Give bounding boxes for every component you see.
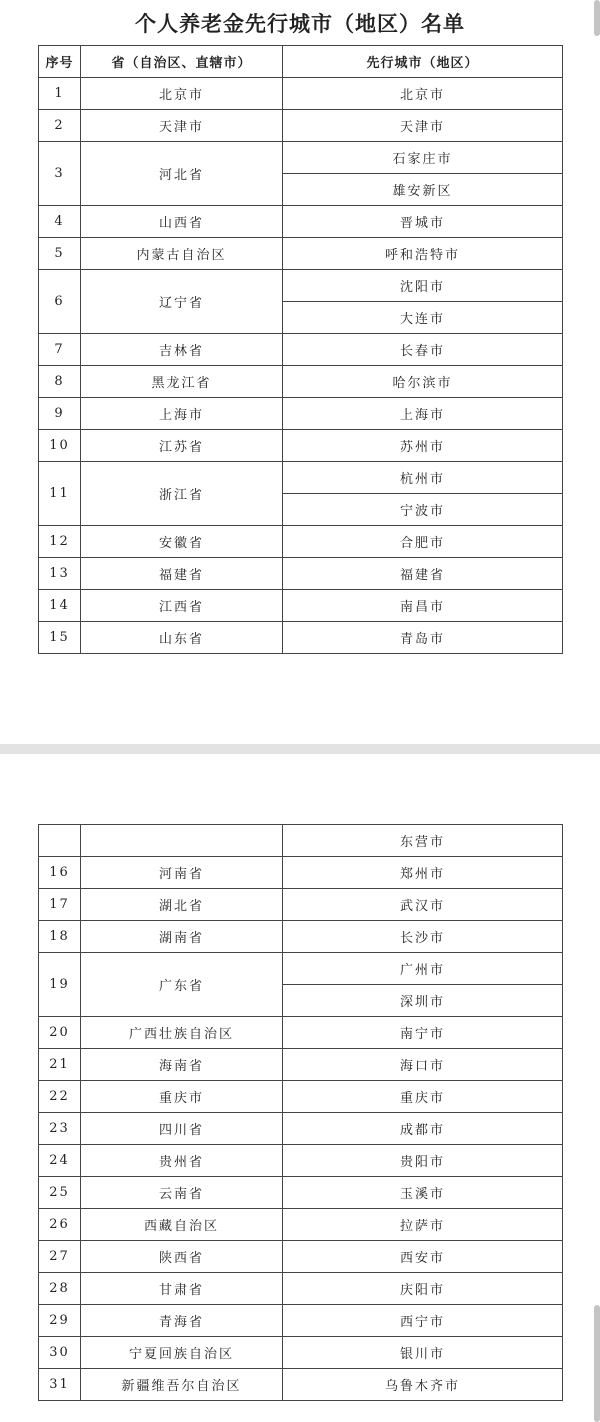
province-cell: 海南省 xyxy=(81,1049,283,1081)
pilot-city-table-page-1 xyxy=(38,45,563,654)
province-cell: 河北省 xyxy=(81,142,283,206)
row-number: 27 xyxy=(39,1241,81,1273)
row-number: 1 xyxy=(39,78,81,110)
table-header-row xyxy=(39,46,563,78)
province-cell: 天津市 xyxy=(81,110,283,142)
table-row xyxy=(39,270,563,302)
table-row xyxy=(39,462,563,494)
table-row xyxy=(39,1369,563,1401)
city-cell: 武汉市 xyxy=(283,889,563,921)
row-number: 16 xyxy=(39,857,81,889)
city-cell: 沈阳市 xyxy=(283,270,563,302)
city-cell: 呼和浩特市 xyxy=(283,238,563,270)
province-cell: 内蒙古自治区 xyxy=(81,238,283,270)
city-cell: 北京市 xyxy=(283,78,563,110)
table-row xyxy=(39,110,563,142)
row-number: 5 xyxy=(39,238,81,270)
city-cell: 苏州市 xyxy=(283,430,563,462)
city-cell: 海口市 xyxy=(283,1049,563,1081)
row-number: 3 xyxy=(39,142,81,206)
city-cell: 长春市 xyxy=(283,334,563,366)
table-row xyxy=(39,590,563,622)
scrollbar-thumb-bottom[interactable] xyxy=(594,1305,600,1422)
table-row xyxy=(39,825,563,857)
page-divider xyxy=(0,744,600,754)
row-number: 31 xyxy=(39,1369,81,1401)
province-cell: 广西壮族自治区 xyxy=(81,1017,283,1049)
province-cell: 北京市 xyxy=(81,78,283,110)
city-cell: 银川市 xyxy=(283,1337,563,1369)
row-number: 28 xyxy=(39,1273,81,1305)
row-number: 18 xyxy=(39,921,81,953)
table-row xyxy=(39,238,563,270)
city-cell: 南昌市 xyxy=(283,590,563,622)
city-cell: 晋城市 xyxy=(283,206,563,238)
province-cell xyxy=(81,825,283,857)
table-row xyxy=(39,921,563,953)
city-cell: 雄安新区 xyxy=(283,174,563,206)
table-row xyxy=(39,622,563,654)
row-number: 19 xyxy=(39,953,81,1017)
row-number: 12 xyxy=(39,526,81,558)
row-number: 6 xyxy=(39,270,81,334)
row-number: 23 xyxy=(39,1113,81,1145)
province-cell: 山东省 xyxy=(81,622,283,654)
province-cell: 重庆市 xyxy=(81,1081,283,1113)
city-cell: 玉溪市 xyxy=(283,1177,563,1209)
page-title: 个人养老金先行城市（地区）名单 xyxy=(135,11,465,36)
table-row xyxy=(39,1017,563,1049)
table-row xyxy=(39,889,563,921)
province-cell: 四川省 xyxy=(81,1113,283,1145)
province-cell: 陕西省 xyxy=(81,1241,283,1273)
table-row xyxy=(39,142,563,174)
row-number: 10 xyxy=(39,430,81,462)
province-cell: 辽宁省 xyxy=(81,270,283,334)
city-cell: 哈尔滨市 xyxy=(283,366,563,398)
province-cell: 安徽省 xyxy=(81,526,283,558)
province-cell: 西藏自治区 xyxy=(81,1209,283,1241)
row-number: 24 xyxy=(39,1145,81,1177)
header-city: 先行城市（地区） xyxy=(283,46,563,78)
row-number: 15 xyxy=(39,622,81,654)
row-number: 11 xyxy=(39,462,81,526)
city-cell: 南宁市 xyxy=(283,1017,563,1049)
province-cell: 宁夏回族自治区 xyxy=(81,1337,283,1369)
header-no: 序号 xyxy=(39,46,81,78)
table-row xyxy=(39,334,563,366)
row-number: 4 xyxy=(39,206,81,238)
city-cell: 天津市 xyxy=(283,110,563,142)
table-row xyxy=(39,857,563,889)
city-cell: 福建省 xyxy=(283,558,563,590)
city-cell: 庆阳市 xyxy=(283,1273,563,1305)
city-cell: 深圳市 xyxy=(283,985,563,1017)
city-cell: 郑州市 xyxy=(283,857,563,889)
row-number: 17 xyxy=(39,889,81,921)
province-cell: 江苏省 xyxy=(81,430,283,462)
province-cell: 福建省 xyxy=(81,558,283,590)
row-number: 8 xyxy=(39,366,81,398)
province-cell: 云南省 xyxy=(81,1177,283,1209)
table-row xyxy=(39,558,563,590)
city-cell: 东营市 xyxy=(283,825,563,857)
row-number: 25 xyxy=(39,1177,81,1209)
city-cell: 上海市 xyxy=(283,398,563,430)
province-cell: 青海省 xyxy=(81,1305,283,1337)
city-cell: 石家庄市 xyxy=(283,142,563,174)
city-cell: 青岛市 xyxy=(283,622,563,654)
city-cell: 长沙市 xyxy=(283,921,563,953)
province-cell: 河南省 xyxy=(81,857,283,889)
table-row xyxy=(39,430,563,462)
table-row xyxy=(39,1113,563,1145)
city-cell: 成都市 xyxy=(283,1113,563,1145)
province-cell: 贵州省 xyxy=(81,1145,283,1177)
scrollbar-thumb-top[interactable] xyxy=(594,0,600,36)
table-row xyxy=(39,1241,563,1273)
city-cell: 宁波市 xyxy=(283,494,563,526)
table-row xyxy=(39,526,563,558)
row-number: 20 xyxy=(39,1017,81,1049)
pilot-city-table-page-2 xyxy=(38,824,563,1401)
row-number: 2 xyxy=(39,110,81,142)
table-row xyxy=(39,206,563,238)
table-row xyxy=(39,1209,563,1241)
province-cell: 甘肃省 xyxy=(81,1273,283,1305)
table-row xyxy=(39,398,563,430)
province-cell: 黑龙江省 xyxy=(81,366,283,398)
province-cell: 浙江省 xyxy=(81,462,283,526)
province-cell: 湖南省 xyxy=(81,921,283,953)
city-cell: 重庆市 xyxy=(283,1081,563,1113)
city-cell: 大连市 xyxy=(283,302,563,334)
table-row xyxy=(39,366,563,398)
city-cell: 贵阳市 xyxy=(283,1145,563,1177)
row-number: 29 xyxy=(39,1305,81,1337)
table-row xyxy=(39,1273,563,1305)
table-row xyxy=(39,1305,563,1337)
table-row xyxy=(39,1337,563,1369)
city-cell: 西安市 xyxy=(283,1241,563,1273)
city-cell: 拉萨市 xyxy=(283,1209,563,1241)
province-cell: 上海市 xyxy=(81,398,283,430)
row-number: 14 xyxy=(39,590,81,622)
table-row xyxy=(39,1081,563,1113)
province-cell: 湖北省 xyxy=(81,889,283,921)
province-cell: 山西省 xyxy=(81,206,283,238)
row-number xyxy=(39,825,81,857)
table-row xyxy=(39,1145,563,1177)
table-row xyxy=(39,953,563,985)
city-cell: 西宁市 xyxy=(283,1305,563,1337)
city-cell: 杭州市 xyxy=(283,462,563,494)
row-number: 13 xyxy=(39,558,81,590)
city-cell: 乌鲁木齐市 xyxy=(283,1369,563,1401)
row-number: 21 xyxy=(39,1049,81,1081)
header-province: 省（自治区、直辖市） xyxy=(81,46,283,78)
row-number: 26 xyxy=(39,1209,81,1241)
city-cell: 广州市 xyxy=(283,953,563,985)
province-cell: 吉林省 xyxy=(81,334,283,366)
province-cell: 新疆维吾尔自治区 xyxy=(81,1369,283,1401)
row-number: 7 xyxy=(39,334,81,366)
row-number: 9 xyxy=(39,398,81,430)
province-cell: 江西省 xyxy=(81,590,283,622)
city-cell: 合肥市 xyxy=(283,526,563,558)
province-cell: 广东省 xyxy=(81,953,283,1017)
row-number: 30 xyxy=(39,1337,81,1369)
table-row xyxy=(39,1177,563,1209)
row-number: 22 xyxy=(39,1081,81,1113)
table-row xyxy=(39,1049,563,1081)
table-row xyxy=(39,78,563,110)
